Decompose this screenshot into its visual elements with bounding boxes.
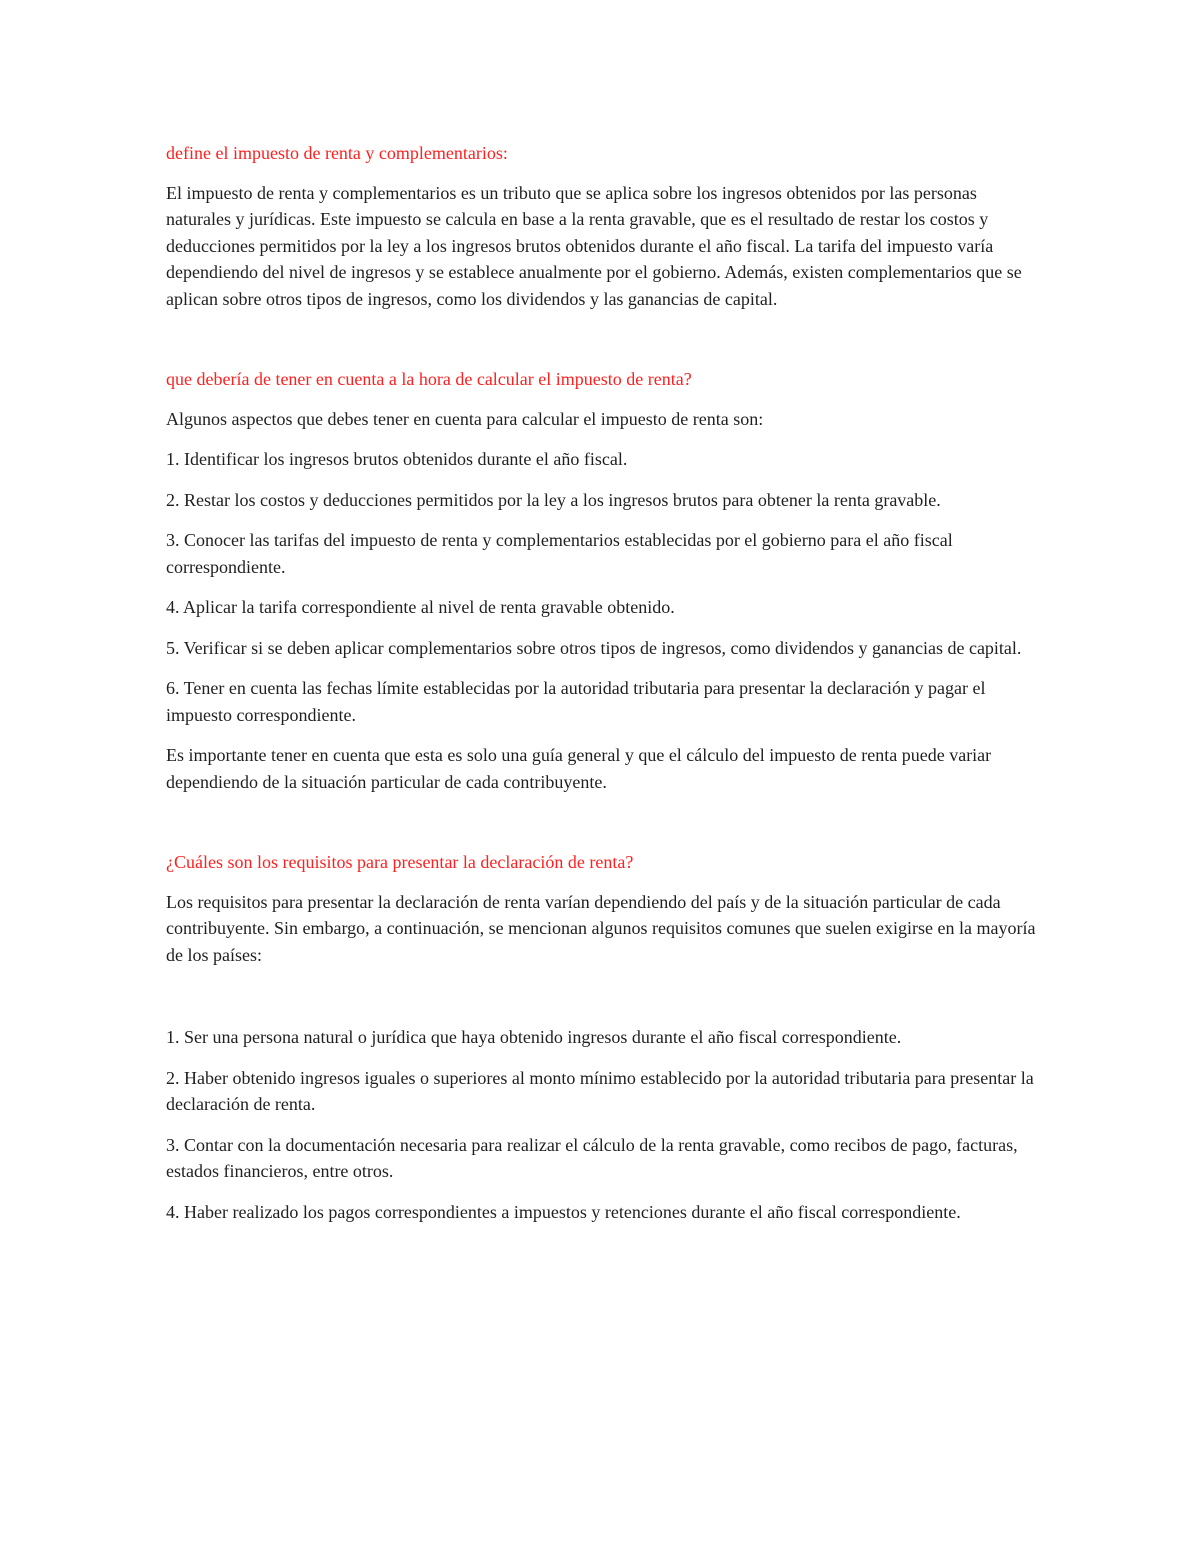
section-income-tax-definition — [166, 140, 1046, 312]
list-item: 4. Aplicar la tarifa correspondiente al nivel de renta gravable obtenido. — [166, 597, 675, 617]
spacer — [166, 982, 1046, 1024]
list-item: 1. Ser una persona natural o jurídica que haya obtenido ingresos durante el año fiscal correspondiente. — [166, 1027, 902, 1047]
section-heading: ¿Cuáles son los requisitos para presentar la declaración de renta? — [166, 852, 634, 872]
section-heading: que debería de tener en cuenta a la hora de calcular el impuesto de renta? — [166, 369, 692, 389]
list-item: 4. Haber realizado los pagos correspondientes a impuestos y retenciones durante el año fiscal correspondiente. — [166, 1201, 961, 1222]
paragraph: Es importante tener en cuenta que esta es solo una guía general y que el cálculo del impuesto de renta puede variar dependiendo de la situación particular de cada contribuyente. — [166, 745, 992, 792]
section-heading: define el impuesto de renta y complementarios: — [166, 143, 508, 163]
spacer — [166, 809, 1046, 849]
list-item: 3. Contar con la documentación necesaria para realizar el cálculo de la renta gravable, como recibos de pago, facturas, estados financieros, entre otros. — [166, 1134, 1018, 1181]
list-item: 3. Conocer las tarifas del impuesto de renta y complementarios establecidas por el gobierno para el año fiscal correspondiente. — [166, 530, 953, 577]
spacer — [166, 326, 1046, 366]
list-item: 6. Tener en cuenta las fechas límite establecidas por la autoridad tributaria para presentar la declaración y pagar el impuesto correspondiente. — [166, 678, 986, 725]
section-filing-requirements — [166, 849, 1046, 1225]
paragraph: Los requisitos para presentar la declaración de renta varían dependiendo del país y de la situación particular de cada contribuyente. Sin embargo, a continuación, se mencionan algunos requisitos comunes que suelen exigirse en la mayoría de los países: — [166, 891, 1036, 965]
paragraph: El impuesto de renta y complementarios es un tributo que se aplica sobre los ingresos obtenidos por las personas naturales y jurídicas. Este impuesto se calcula en base a la renta gravable, que es el resultado de restar los costos y deducciones permitidos por la ley a los ingresos brutos obtenidos durante el año fiscal. La tarifa del impuesto varía dependiendo del nivel de ingresos y se establece anualmente por el gobierno. Además, existen complementarios que se aplican sobre otros tipos de ingresos, como los dividendos y las ganancias de capital. — [166, 182, 1022, 309]
section-calculation-aspects — [166, 366, 1046, 795]
list-item: 5. Verificar si se deben aplicar complementarios sobre otros tipos de ingresos, como dividendos y ganancias de capital. — [166, 637, 1022, 658]
document-page — [166, 140, 1046, 1239]
paragraph: Algunos aspectos que debes tener en cuenta para calcular el impuesto de renta son: — [166, 408, 764, 429]
list-item: 1. Identificar los ingresos brutos obtenidos durante el año fiscal. — [166, 449, 628, 469]
list-item: 2. Haber obtenido ingresos iguales o superiores al monto mínimo establecido por la autoridad tributaria para presentar la declaración de renta. — [166, 1067, 1034, 1114]
list-item: 2. Restar los costos y deducciones permitidos por la ley a los ingresos brutos para obtener la renta gravable. — [166, 489, 941, 510]
